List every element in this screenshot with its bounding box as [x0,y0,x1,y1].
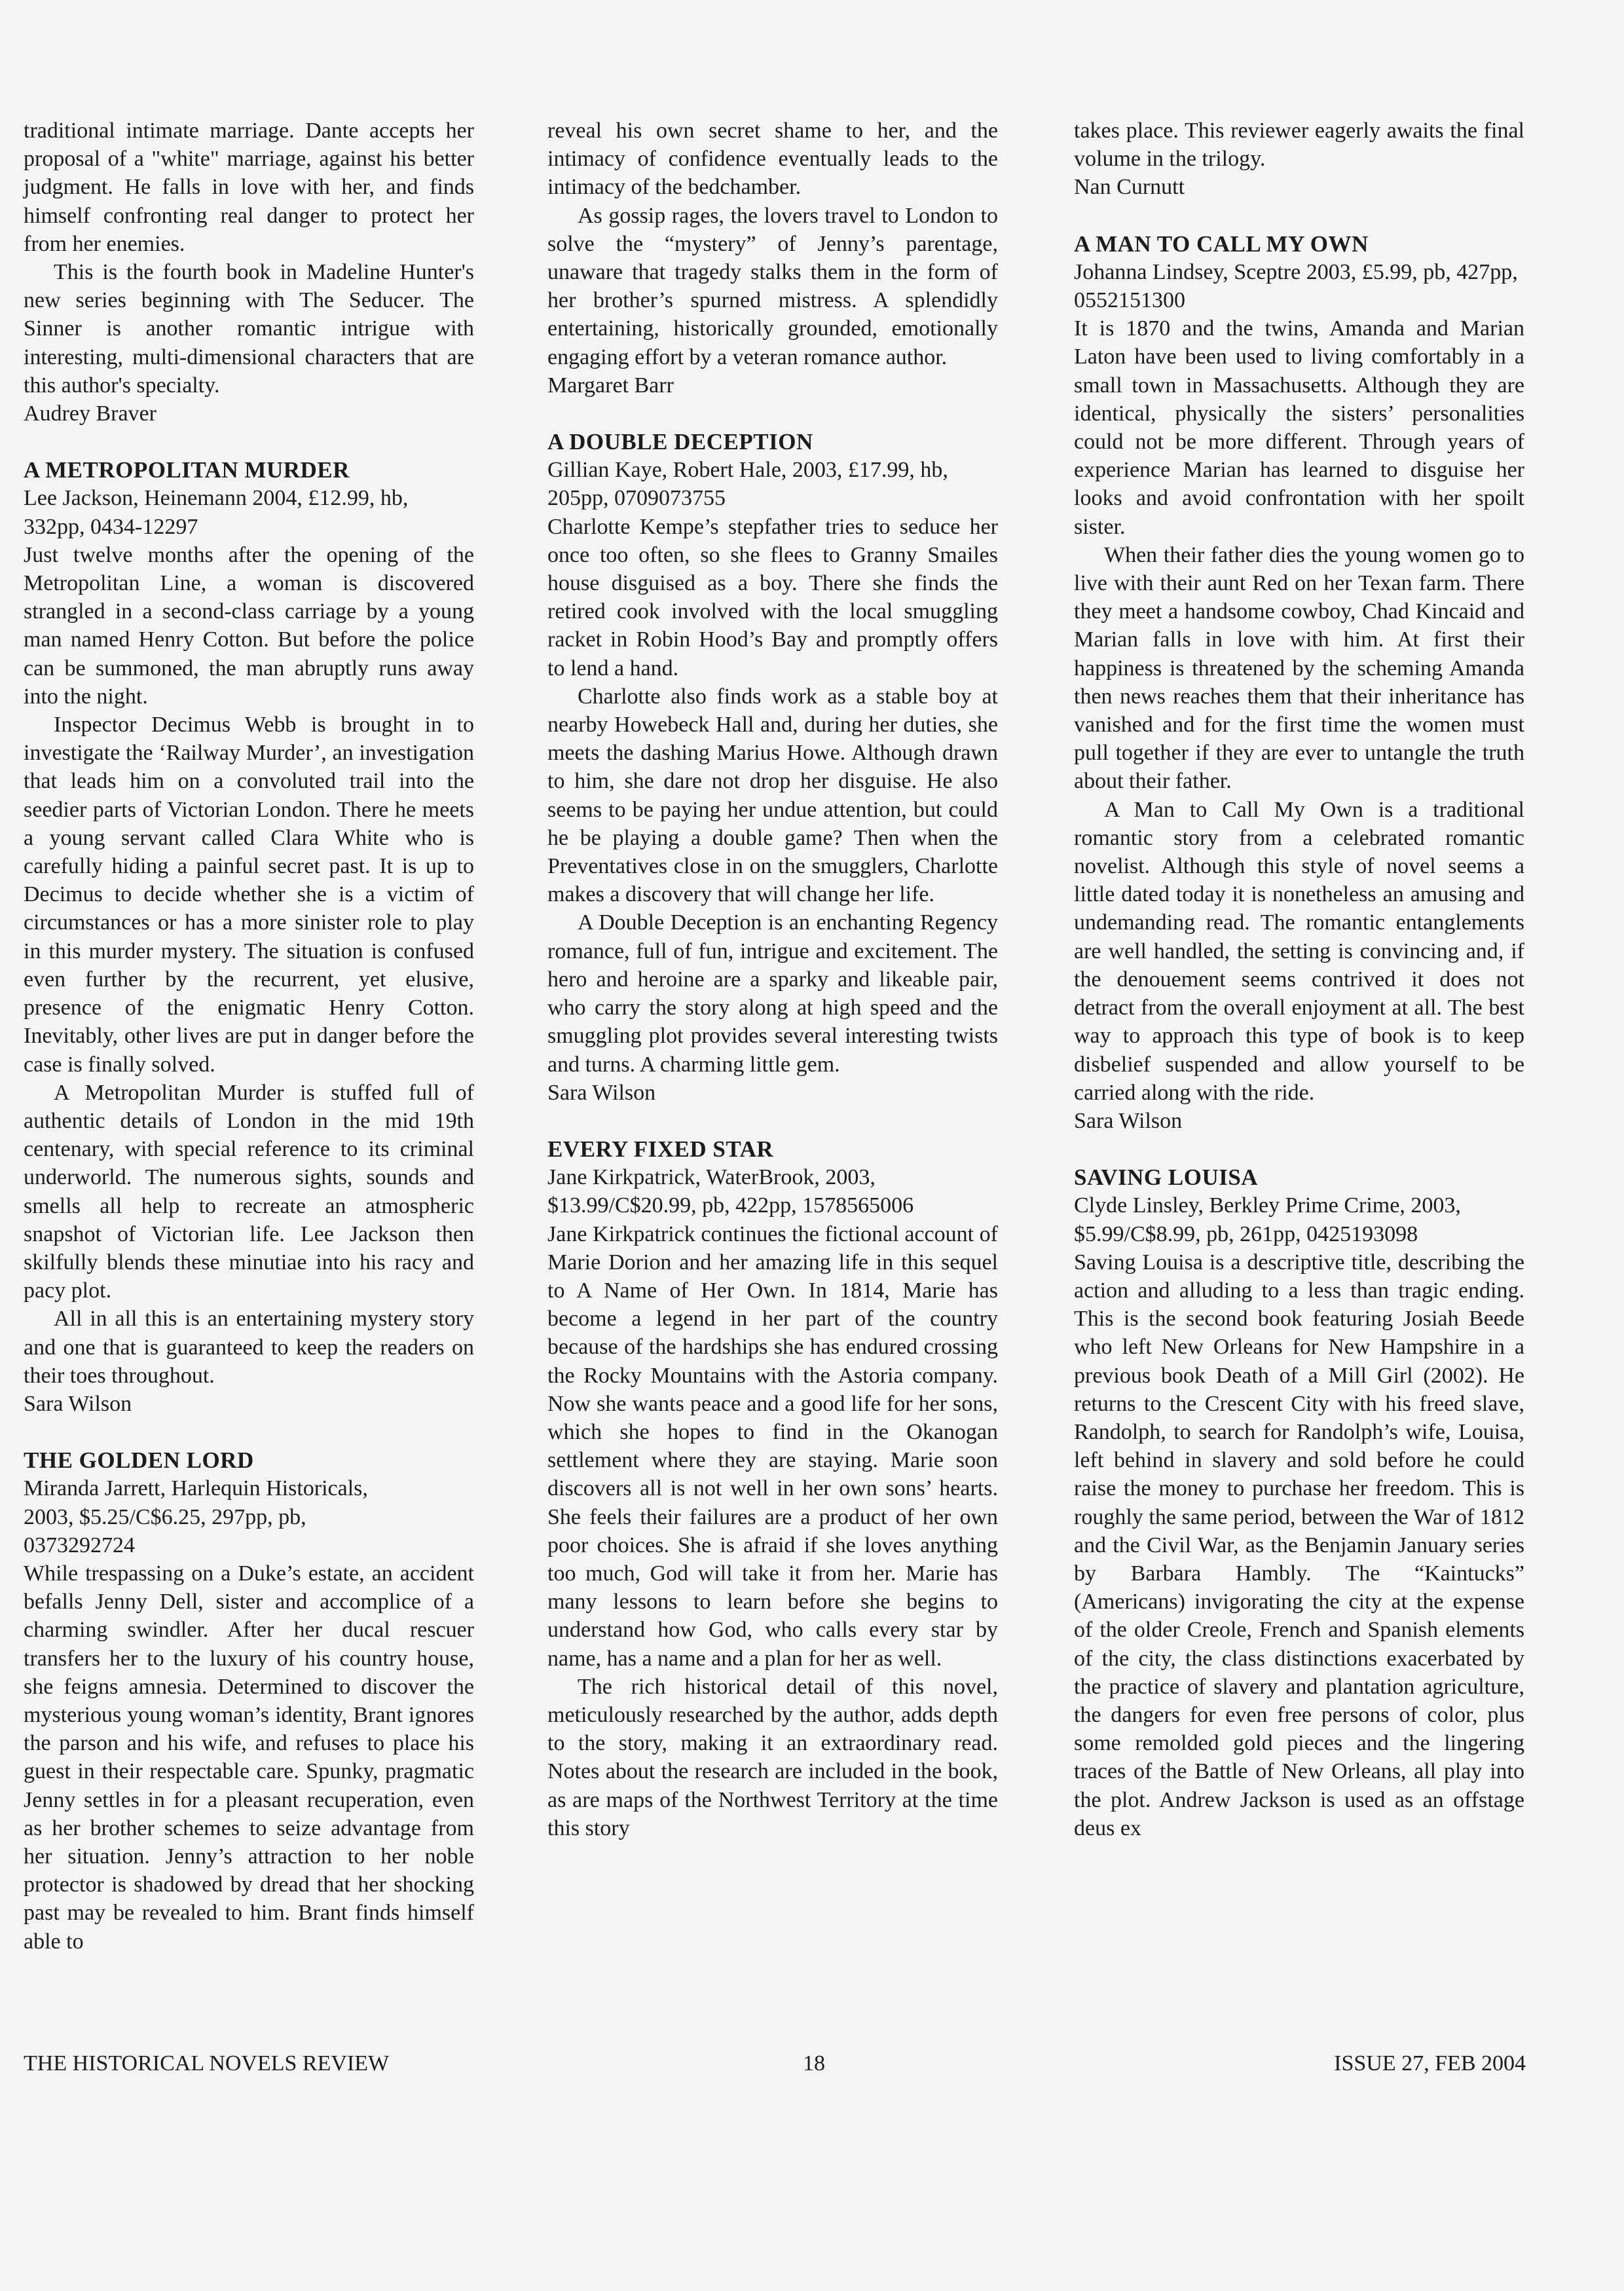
paragraph: This is the fourth book in Madeline Hunter's new series beginning with The Seducer. The Sinner is another romantic intrigue with interesting, multi-dimensional characters that are this author's specialty. [24,260,474,398]
paragraph: Inspector Decimus Webb is brought in to investigate the ‘Railway Murder’, an investigation that leads him on a convoluted trail into the seedier parts of Victorian London. There he meets a young servant called Clara White who is carefully hiding a painful secret past. It is up to Decimus to decide whether she is a victim of circumstances or has a more sinister role to play in this murder mystery. The situation is confused even further by the recurrent, yet elusive, presence of the enigmatic Henry Cotton. Inevitably, other lives are put in danger before the case is finally solved. [24,713,474,1077]
review-title: SAVING LOUISA [1074,1164,1259,1191]
publication-name: THE HISTORICAL NOVELS REVIEW [24,2051,390,2076]
column-2 [547,117,998,1842]
book-details: $13.99/C$20.99, pb, 422pp, 1578565006 [547,1193,914,1218]
paragraph: Jane Kirkpatrick continues the fictional account of Marie Dorion and her amazing life in this sequel to A Name of Her Own. In 1814, Marie has become a legend in her part of the country because of the hardships she has endured crossing the Rocky Mountains with the Astoria company. Now she wants peace and a good life for her sons, which she hopes to find in the Okanogan settlement where they are staying. Marie soon discovers all is not well in her own sons’ hearts. She feels their failures are a product of her own poor choices. She is afraid if she loves anything too much, God will take it from her. Marie has many lessons to learn before she begins to understand how God, who calls every star by name, has a name and a plan for her as well. [547,1221,998,1671]
reviewer-signature: Sara Wilson [24,1391,132,1416]
book-details: Clyde Linsley, Berkley Prime Crime, 2003, $5.99/C$8.99, pb, 261pp, 0425193098 [1074,1193,1461,1246]
review-title: A DOUBLE DECEPTION [547,429,813,455]
paragraph: All in all this is an entertaining mystery story and one that is guaranteed to keep the readers on their toes throughout. [24,1307,474,1388]
paragraph: Charlotte Kempe’s stepfather tries to seduce her once too often, so she flees to Granny Smailes house disguised as a boy. There she finds the retired cook involved with the local smuggling racket in Robin Hood’s Bay and promptly offers to lend a hand. [547,514,998,680]
reviewer-signature: Sara Wilson [1074,1108,1183,1133]
review-title: A MAN TO CALL MY OWN [1074,231,1369,257]
reviewer-signature: Margaret Barr [547,373,674,398]
review-title: A METROPOLITAN MURDER [24,457,350,483]
reviewer-signature: Audrey Braver [24,401,157,426]
column-1 [24,117,474,1956]
paragraph: As gossip rages, the lovers travel to London to solve the “mystery” of Jenny’s parentage, unaware that tragedy stalks them in the form of her brother’s spurned mistress. A splendidly entertaining, historically grounded, emotionally engaging effort by a veteran romance author. [547,203,998,369]
paragraph: While trespassing on a Duke’s estate, an accident befalls Jenny Dell, sister and accomplice of a charming swindler. After her ducal rescuer transfers her to the luxury of his country house, she feigns amnesia. Determined to discover the mysterious young woman’s identity, Brant ignores the parson and his wife, and refuses to place his guest in their respectable care. Spunky, pragmatic Jenny settles in for a pleasant recuperation, even as her brother schemes to seize advantage from her situation. Jenny’s attraction to her noble protector is shadowed by dread that her shocking past may be revealed to him. Brant finds himself able to [24,1561,474,1954]
book-details: Lee Jackson, Heinemann 2004, £12.99, hb, 332pp, 0434-12297 [24,486,409,539]
book-details: Johanna Lindsey, Sceptre 2003, £5.99, pb, 427pp, 0552151300 [1074,259,1518,313]
paragraph: reveal his own secret shame to her, and the intimacy of confidence eventually leads to the intimacy of the bedchamber. [547,119,998,200]
paragraph: A Metropolitan Murder is stuffed full of authentic details of London in the mid 19th centenary, with special reference to its criminal underworld. The numerous sights, sounds and smells all help to recreate an atmospheric snapshot of Victorian life. Lee Jackson then skilfully blends these minutiae into his racy and pacy plot. [24,1080,474,1303]
column-3 [1074,117,1524,1842]
page-number: 18 [803,2051,825,2076]
paragraph: takes place. This reviewer eagerly awaits the final volume in the trilogy. [1074,119,1524,172]
paragraph: Charlotte also finds work as a stable boy at nearby Howebeck Hall and, during her duties, she meets the dashing Marius Howe. Although drawn to him, she dare not drop her disguise. He also seems to be paying her undue attention, but could he be playing a double game? Then when the Preventatives close in on the smugglers, Charlotte makes a discovery that will change her life. [547,684,998,907]
paragraph: It is 1870 and the twins, Amanda and Marian Laton have been used to living comfortably in a small town in Massachusetts. Although they are identical, physically the sisters’ personalities could not be more different. Through years of experience Marian has learned to disguise her looks and avoid confrontation with her spoilt sister. [1074,316,1524,539]
reviewer-signature: Nan Curnutt [1074,175,1185,200]
book-details: 0373292724 [24,1533,135,1557]
reviewer-signature: Sara Wilson [547,1080,656,1105]
paragraph: Just twelve months after the opening of the Metropolitan Line, a woman is discovered strangled in a second-class carriage by a young man named Henry Cotton. But before the police can be summoned, the man abruptly runs away into the night. [24,542,474,709]
paragraph: Saving Louisa is a descriptive title, describing the action and alluding to a less than tragic ending. This is the second book featuring Josiah Beede who left New Orleans for New Hampshire in a previous book Death of a Mill Girl (2002). He returns to the Crescent City with his freed slave, Randolph, to search for Randolph’s wife, Louisa, left behind in slavery and sold before he could raise the money to purchase her freedom. This is roughly the same period, between the War of 1812 and the Civil War, as the Benjamin January series by Barbara Hambly. The “Kaintucks” (Americans) invigorating the city at the expense of the older Creole, French and Spanish elements of the city, the class distinctions exacerbated by the practice of slavery and plantation agriculture, the dangers for even free persons of color, plus some remolded gold pieces and the lingering traces of the Battle of New Orleans, all play into the plot. Andrew Jackson is used as an offstage deus ex [1074,1250,1524,1840]
book-details: Gillian Kaye, Robert Hale, 2003, £17.99, hb, 205pp, 0709073755 [547,458,948,511]
review-title: EVERY FIXED STAR [547,1136,774,1162]
book-details: 2003, $5.25/C$6.25, 297pp, pb, [24,1504,306,1529]
paragraph: A Double Deception is an enchanting Regency romance, full of fun, intrigue and excitement. The hero and heroine are a sparky and likeable pair, who carry the story along at high speed and the smuggling plot provides several interesting twists and turns. A charming little gem. [547,910,998,1077]
issue-info: ISSUE 27, FEB 2004 [1334,2051,1526,2076]
book-details: Miranda Jarrett, Harlequin Historicals, [24,1476,368,1501]
review-title: THE GOLDEN LORD [24,1447,254,1474]
paragraph: traditional intimate marriage. Dante accepts her proposal of a "white" marriage, against his better judgment. He falls in love with her, and finds himself confronting real danger to protect her from her enemies. [24,119,474,256]
paragraph: When their father dies the young women go to live with their aunt Red on her Texan farm. There they meet a handsome cowboy, Chad Kincaid and Marian falls in love with him. At first their happiness is threatened by the scheming Amanda then news reaches them that their inheritance has vanished and for the first time the women must pull together if they are ever to untangle the truth about their father. [1074,542,1524,794]
paragraph: The rich historical detail of this novel, meticulously researched by the author, adds depth to the story, making it an extraordinary read. Notes about the research are included in the book, as are maps of the Northwest Territory at the time this story [547,1674,998,1840]
paragraph: A Man to Call My Own is a traditional romantic story from a celebrated romantic novelist. Although this style of novel seems a little dated today it is nonetheless an amusing and undemanding read. The romantic entanglements are well handled, the setting is convincing and, if the denouement seems contrived it does not detract from the overall enjoyment at all. The best way to approach this type of book is to keep disbelief suspended and allow yourself to be carried along with the ride. [1074,797,1524,1105]
book-details: Jane Kirkpatrick, WaterBrook, 2003, [547,1165,876,1190]
